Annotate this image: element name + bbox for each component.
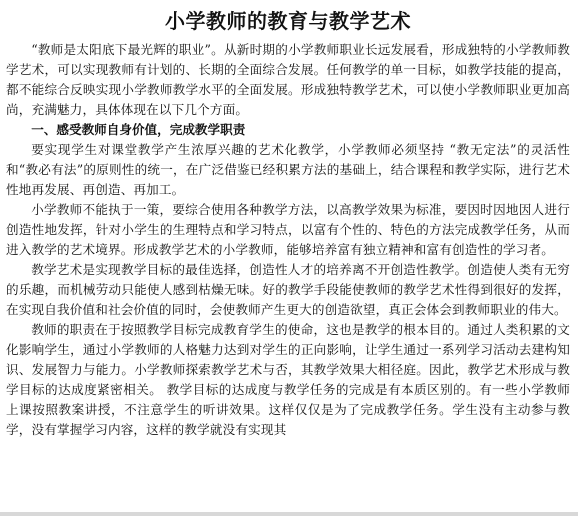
page-bottom-edge <box>0 512 578 516</box>
paragraph-intro: “教师是太阳底下最光辉的职业”。从新时期的小学教师职业长远发展看，形成独特的小学教师教学艺术，可以实现教师有计划的、长期的全面综合发展。任何教学的单一目标，如教学技能的提高，都不能综合反映实现小学教师教学水平的全面发展。形成独特教学艺术，可以使小学教师职业更加高尚，充满魅力，具体体现在以下几个方面。 <box>6 42 570 117</box>
document-title: 小学教师的教育与教学艺术 <box>165 9 411 33</box>
paragraph-2: 要实现学生对课堂教学产生浓厚兴趣的艺术化教学，小学教师必须坚持 “教无定法”的灵活性和“教必有法”的原则性的统一，在广泛借鉴已经积累方法的基础上，结合课程和教学实际，进行艺术性地再发展、再创造、再加工。 <box>6 142 570 197</box>
paragraph-4: 教学艺术是实现教学目标的最佳选择，创造性人才的培养离不开创造性教学。创造使人类有无穷的乐趣，而机械劳动只能使人感到枯燥无味。好的教学手段能使教师的教学艺术性得到很好的发挥，在实现自我价值和社会价值的同时，会使教师产生更大的创造欲望，真正会体会到教师职业的伟大。 <box>6 262 570 317</box>
paragraph-5: 教师的职责在于按照教学目标完成教育学生的使命，这也是教学的根本目的。通过人类积累的文化影响学生，通过小学教师的人格魅力达到对学生的正向影响，让学生通过一系列学习活动去建构知识、发展智力与能力。小学教师探索教学艺术与否，其教学效果大相径庭。因此，教学艺术形成与教学目标的达成度紧密相关。 教学目标的达成度与教学任务的完成是有本质区别的。有一些小学教师上课按照教案讲授，不注意学生的听讲效果。这样仅仅是为了完成教学任务。学生没有主动参与教学，没有掌握学习内容，这样的教学就没有实现其 <box>6 322 570 437</box>
section-heading-1: 一、感受教师自身价值，完成教学职责 <box>31 122 246 137</box>
paragraph-3: 小学教师不能执于一策，要综合使用各种教学方法，以高教学效果为标准，要因时因地因人进行创造性地发挥，针对小学生的生理特点和学习特点，以富有个性的、特色的方法完成教学任务，从而进入教学的艺术境界。形成教学艺术的小学教师，能够培养富有独立精神和富有创造性的学习者。 <box>6 202 570 257</box>
